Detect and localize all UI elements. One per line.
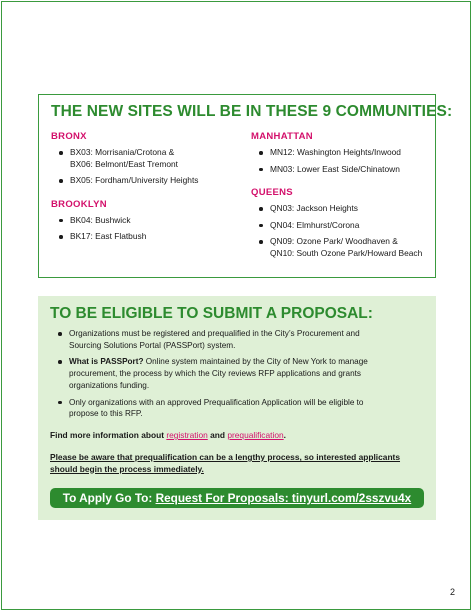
list-item	[251, 203, 436, 215]
list-item	[251, 164, 436, 176]
list-item-text: QN04: Elmhurst/Corona	[270, 219, 360, 230]
queens-list	[251, 203, 436, 259]
list-item	[51, 231, 241, 243]
list-item-text: Sourcing Solutions Portal (PASSPort) system.	[69, 340, 236, 350]
borough-label-queens: QUEENS	[251, 187, 293, 198]
registration-link[interactable]: registration	[166, 430, 208, 440]
more-info-text	[50, 430, 286, 440]
list-item-text: propose to this RFP.	[69, 409, 143, 419]
list-item-text: procurement, the process by which the City reviews RFP applications and grants	[69, 369, 362, 379]
list-item-text: Organizations must be registered and prequalified in the City’s Procurement and	[69, 329, 360, 338]
list-item	[251, 147, 436, 159]
rfp-link[interactable]: Request For Proposals: tinyurl.com/2sszvu4x	[155, 491, 412, 505]
list-item-text: BX06: Belmont/East Tremont	[70, 158, 178, 169]
list-item	[50, 356, 430, 391]
list-item-text	[69, 356, 430, 368]
more-info-suffix: .	[283, 430, 286, 440]
list-item-text: MN12: Washington Heights/Inwood	[270, 147, 401, 157]
list-item	[51, 147, 241, 170]
warning-text: Please be aware that prequalification can be a lengthy process, so interested applicants	[50, 452, 401, 462]
prequalification-link[interactable]: prequalification	[227, 430, 284, 440]
page-number: 2	[449, 587, 455, 597]
eligibility-box	[38, 296, 436, 520]
list-item-text: BX03: Morrisania/Crotona &	[70, 147, 175, 157]
warning-text: should begin the process immediately.	[50, 463, 204, 474]
list-item	[50, 397, 430, 420]
borough-label-bronx: BRONX	[51, 131, 87, 142]
list-item-text: BK17: East Flatbush	[70, 231, 147, 241]
list-item	[251, 236, 436, 259]
list-item-text: Only organizations with an approved Prequalification Application will be eligible to	[69, 397, 364, 407]
eligibility-title: TO BE ELIGIBLE TO SUBMIT A PROPOSAL:	[50, 305, 373, 322]
list-item-text: BK04: Bushwick	[70, 214, 131, 225]
list-item	[51, 175, 241, 187]
eligibility-list	[50, 328, 430, 420]
list-item	[51, 215, 241, 227]
list-item-text: Online system maintained by the City of New York to manage	[143, 357, 368, 367]
left-column	[51, 131, 241, 251]
list-item-text: BX05: Fordham/University Heights	[70, 175, 199, 185]
more-info-prefix: Find more information about	[50, 430, 167, 440]
bronx-list	[51, 147, 241, 187]
borough-label-manhattan: MANHATTAN	[251, 131, 313, 142]
eligibility-list-container	[50, 328, 430, 428]
apply-banner	[50, 488, 424, 508]
more-info-middle: and	[207, 430, 228, 440]
borough-label-brooklyn: BROOKLYN	[51, 198, 107, 210]
manhattan-list	[251, 147, 436, 175]
list-item-text: QN10: South Ozone Park/Howard Beach	[270, 247, 423, 258]
communities-title: THE NEW SITES WILL BE IN THESE 9 COMMUNITIES:	[51, 103, 453, 120]
passport-term: What is PASSPort?	[69, 357, 144, 367]
communities-box	[38, 94, 453, 278]
list-item	[50, 328, 430, 351]
right-column	[251, 131, 436, 267]
list-item-text: organizations funding.	[69, 380, 150, 390]
prequalification-warning	[50, 452, 400, 475]
brooklyn-list	[51, 215, 241, 243]
list-item-text: QN09: Ozone Park/ Woodhaven &	[270, 236, 398, 246]
list-item-text: QN03: Jackson Heights	[270, 203, 358, 213]
list-item-text: MN03: Lower East Side/Chinatown	[270, 163, 400, 174]
apply-prefix: To Apply Go To:	[62, 491, 156, 505]
list-item	[251, 220, 436, 232]
